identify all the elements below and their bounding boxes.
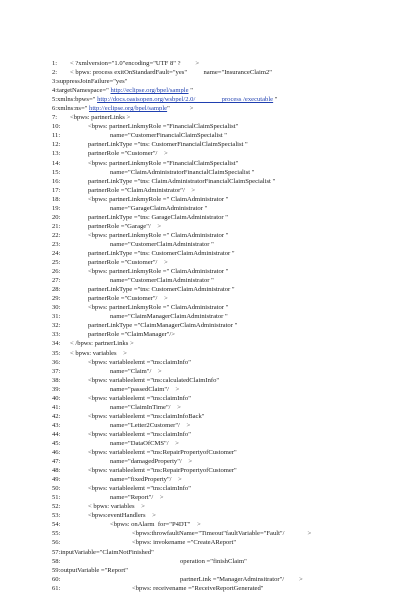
line-number: 50:	[52, 485, 61, 493]
code-segment: name="CustomerClaimAdministrator "	[110, 277, 214, 285]
line-number: 19:	[52, 204, 61, 212]
line-number: 43:	[52, 421, 61, 429]
code-line	[52, 303, 412, 312]
code-text	[110, 493, 163, 502]
code-text	[88, 502, 145, 511]
code-segment: partnerRole ="Customer"/ >	[88, 295, 168, 303]
code-segment: partnerLink ="ManagerAdminsitrator"/ >	[180, 575, 303, 583]
code-segment: name="ClaimAdministratorFinancialClaimSpecialist "	[110, 168, 255, 176]
code-text	[88, 267, 228, 276]
code-segment: name="Report"/ >	[110, 494, 164, 502]
line-number: 58:	[52, 557, 61, 565]
line-number: 11:	[52, 132, 61, 140]
code-text	[88, 430, 191, 439]
code-text	[70, 113, 130, 122]
line-number: 18:	[52, 195, 61, 203]
code-segment: name="GarageClaimAdministrator "	[110, 204, 208, 212]
code-segment: name="passedClaim"/ >	[110, 385, 180, 393]
line-number: 14:	[52, 159, 61, 167]
code-line	[52, 95, 412, 104]
line-number: 49:	[52, 476, 61, 484]
line-number: 60:	[52, 575, 61, 583]
code-segment: 5:xmlns:bpws="	[52, 96, 98, 104]
code-text	[132, 529, 311, 538]
line-number: 22:	[52, 231, 61, 239]
code-segment-tail: "	[188, 87, 193, 95]
code-text	[52, 86, 193, 95]
code-line	[52, 267, 412, 276]
line-number: 30:	[52, 304, 61, 312]
line-number: 31:	[52, 313, 61, 321]
line-number: 40:	[52, 394, 61, 402]
line-number: 54:	[52, 521, 61, 529]
line-number: 16:	[52, 177, 61, 185]
code-segment: < bpws: process exitOnStandardFault="yes" name="InsuranceClaim2"	[70, 69, 272, 77]
code-segment: <bpws: partnerLinkmyRole =" ClaimAdministrator "	[88, 304, 229, 312]
code-text	[88, 186, 195, 195]
code-line	[52, 177, 412, 186]
code-segment: name="fixedProperty"/ >	[110, 476, 182, 484]
code-segment: operation ="finishClaim"	[180, 557, 247, 565]
line-number: 13:	[52, 150, 61, 158]
code-text	[88, 149, 168, 158]
code-segment: <bpws: partnerLinkmyRole =" ClaimAdministrator "	[88, 231, 229, 239]
code-text	[88, 484, 191, 493]
code-text	[88, 285, 235, 294]
code-segment-tail: "	[273, 96, 278, 104]
code-text	[110, 403, 181, 412]
line-number: 10:	[52, 123, 61, 131]
code-text	[70, 339, 134, 348]
code-segment: 4:targetNamespace="	[52, 87, 111, 95]
code-text	[110, 168, 254, 177]
code-segment: <bpws: partnerLinkmyRole =" ClaimAdministrator "	[88, 268, 229, 276]
code-text	[52, 104, 193, 113]
line-number: 21:	[52, 222, 61, 230]
line-number: 44:	[52, 430, 61, 438]
code-line	[52, 584, 412, 593]
code-text	[88, 213, 228, 222]
code-line	[52, 168, 412, 177]
code-text	[88, 195, 228, 204]
line-number: 61:	[52, 584, 61, 592]
line-number: 23:	[52, 240, 61, 248]
code-text	[88, 330, 175, 339]
code-line	[52, 258, 412, 267]
code-text	[52, 77, 127, 86]
code-text	[110, 204, 207, 213]
code-line	[52, 330, 412, 339]
code-text	[110, 385, 179, 394]
line-number: 34:	[52, 340, 61, 348]
line-number: 46:	[52, 449, 61, 457]
code-segment: < bpws: variables >	[70, 349, 127, 357]
code-line	[52, 349, 412, 358]
code-line	[52, 358, 412, 367]
line-number: 51:	[52, 494, 61, 502]
code-text	[88, 177, 275, 186]
code-text	[88, 159, 238, 168]
code-line	[52, 412, 412, 421]
code-segment: <bpws: variableelemt ="tns:RepairPropertyofCustomer"	[88, 467, 237, 475]
code-line	[52, 339, 412, 348]
code-text	[180, 575, 303, 584]
code-line	[52, 113, 412, 122]
code-segment: partnerLinkType ="tns: ClaimAdministratorFinancialClaimSpecialist "	[88, 177, 276, 185]
namespace-link[interactable]: http://docs.oasisopen.org/wsbpel/2.0/ process /executable	[97, 96, 274, 104]
code-text	[110, 240, 214, 249]
code-text	[52, 566, 128, 575]
line-number: 25:	[52, 259, 61, 267]
line-number: 29:	[52, 295, 61, 303]
code-line	[52, 529, 412, 538]
code-segment: <bpws: invokename ="CreateAReport"	[132, 539, 237, 547]
code-segment: <bpws: variableelemt ="tns:claimInfo"	[88, 394, 191, 402]
code-line	[52, 430, 412, 439]
code-text	[88, 140, 248, 149]
code-line	[52, 421, 412, 430]
code-line	[52, 376, 412, 385]
code-segment: <bpws: partnerLinks >	[70, 114, 131, 122]
code-text	[70, 68, 272, 77]
code-line	[52, 548, 412, 557]
code-text	[88, 511, 156, 520]
code-segment: partnerRole ="Garage"/ >	[88, 222, 162, 230]
code-line	[52, 186, 412, 195]
code-segment: <bpws: onAlarm for="P4DT" >	[110, 521, 201, 529]
code-line	[52, 159, 412, 168]
code-text	[110, 475, 182, 484]
line-number: 32:	[52, 322, 61, 330]
code-segment: <bpws: variableelemt ="tns:RepairPropertyofCustomer"	[88, 449, 237, 457]
line-number: 35:	[52, 349, 61, 357]
code-text	[88, 394, 191, 403]
namespace-link[interactable]: http://eclipse.org/bpel/sample	[110, 87, 189, 95]
code-line	[52, 249, 412, 258]
code-text	[110, 520, 201, 529]
line-number: 42:	[52, 412, 61, 420]
code-segment: <bpws: receivename ="ReceiveReportGenerated"	[132, 584, 264, 592]
line-number: 27:	[52, 277, 61, 285]
code-text	[110, 312, 228, 321]
code-text	[110, 457, 192, 466]
code-line	[52, 86, 412, 95]
code-text	[70, 59, 199, 68]
code-line	[52, 68, 412, 77]
line-number: 41:	[52, 403, 61, 411]
code-line	[52, 204, 412, 213]
code-segment: 59:outputVariable ="Report"	[52, 566, 128, 574]
code-segment: < bpws: variables >	[88, 503, 145, 511]
code-text	[132, 538, 236, 547]
code-text	[88, 294, 168, 303]
line-number: 12:	[52, 141, 61, 149]
code-segment: 6:xmlns:ns="	[52, 105, 90, 113]
code-segment: <bpws: variableelemt ="tns:calculatedClaimInfo"	[88, 376, 220, 384]
code-segment: name="ClaimInTime"/ >	[110, 403, 181, 411]
code-segment: partnerRole ="ClaimAdministrator"/ >	[88, 186, 196, 194]
code-segment: partnerRole ="Customer"/ >	[88, 259, 168, 267]
code-line	[52, 77, 412, 86]
code-line	[52, 466, 412, 475]
line-number: 53:	[52, 512, 61, 520]
code-text	[88, 231, 228, 240]
line-number: 56:	[52, 539, 61, 547]
code-line	[52, 122, 412, 131]
code-segment: <bpws: variableelemt ="tns:claimInfoBack"	[88, 412, 205, 420]
line-number: 39:	[52, 385, 61, 393]
code-segment: 57:inputVariable="ClaimNotFinished"	[52, 548, 154, 556]
code-segment: partnerLinkType ="tns: CustomerClaimAdministrator "	[88, 286, 235, 294]
line-number: 33:	[52, 331, 61, 339]
line-number: 15:	[52, 168, 61, 176]
code-line	[52, 321, 412, 330]
code-line	[52, 149, 412, 158]
code-line	[52, 493, 412, 502]
line-number: 2:	[52, 69, 58, 77]
code-line	[52, 575, 412, 584]
code-line	[52, 394, 412, 403]
code-segment: name="CustomerFinancialClaimSpecialist "	[110, 132, 227, 140]
namespace-link[interactable]: http://eclipse.org/bpel/sample	[89, 105, 168, 113]
code-line	[52, 276, 412, 285]
line-number: 52:	[52, 503, 61, 511]
line-number: 28:	[52, 286, 61, 294]
code-segment: < ?xmlversion="1.0"encoding="UTF 8" ? >	[70, 60, 200, 67]
code-line	[52, 566, 412, 575]
code-line	[52, 439, 412, 448]
code-text	[88, 249, 235, 258]
line-number: 17:	[52, 186, 61, 194]
code-segment: partnerRole ="Customer"/ >	[88, 150, 168, 158]
code-line	[52, 231, 412, 240]
code-text	[70, 349, 127, 358]
code-segment: <bpws: variableelemt ="tns:claimInfo"	[88, 485, 191, 493]
code-line	[52, 448, 412, 457]
code-segment: partnerLinkType ="tns: CustomerFinancialClaimSpecialist "	[88, 141, 248, 149]
code-line	[52, 195, 412, 204]
code-text	[52, 95, 277, 104]
line-number: 36:	[52, 358, 61, 366]
code-text	[88, 258, 168, 267]
code-text	[88, 376, 219, 385]
code-segment: name="Letter2Customer"/ >	[110, 421, 191, 429]
code-text	[88, 122, 238, 131]
code-segment: partnerLinkType ="tns: CustomerClaimAdministrator "	[88, 249, 235, 257]
code-segment: partnerLinkType ="tns: GarageClaimAdministrator "	[88, 213, 228, 221]
code-segment: name="DataOfCMS"/ >	[110, 439, 179, 447]
code-line	[52, 475, 412, 484]
line-number: 7:	[52, 114, 58, 122]
line-number: 20:	[52, 213, 61, 221]
code-line	[52, 140, 412, 149]
code-line	[52, 213, 412, 222]
code-line	[52, 285, 412, 294]
code-segment-tail: " >	[167, 105, 194, 113]
code-line	[52, 222, 412, 231]
code-line	[52, 240, 412, 249]
code-line	[52, 457, 412, 466]
code-line	[52, 131, 412, 140]
code-text	[110, 421, 190, 430]
line-number: 26:	[52, 268, 61, 276]
line-number: 48:	[52, 467, 61, 475]
code-text	[132, 584, 263, 593]
code-line	[52, 312, 412, 321]
code-line	[52, 104, 412, 113]
code-text	[88, 412, 204, 421]
code-text	[110, 367, 162, 376]
code-text	[88, 448, 237, 457]
code-segment: name="ClaimManagerClaimAdministrator "	[110, 313, 228, 321]
code-line	[52, 59, 412, 68]
code-segment: <bpws: variableelemt ="tns:claimInfo"	[88, 358, 191, 366]
code-segment: partnerLinkType ="ClaimManagerClaimAdministrator "	[88, 322, 238, 330]
code-line	[52, 403, 412, 412]
code-segment: < /bpws: partnerLinks >	[70, 340, 134, 348]
line-number: 1:	[52, 60, 58, 67]
code-line	[52, 538, 412, 547]
code-line	[52, 484, 412, 493]
code-text	[110, 131, 227, 140]
code-listing	[52, 59, 412, 593]
line-number: 47:	[52, 458, 61, 466]
code-segment: name="CustomerClaimAdministrator "	[110, 240, 214, 248]
line-number: 45:	[52, 439, 61, 447]
code-text	[88, 358, 191, 367]
code-segment: <bpws: partnerLinkmyRole ="FinancialClaimSpecialist"	[88, 159, 239, 167]
code-segment: 3:suppressJoinFailure="yes"	[52, 78, 128, 86]
code-segment: <bpws: variableelemt ="tns:claimInfo"	[88, 430, 191, 438]
code-line	[52, 502, 412, 511]
code-segment: partnerRole ="ClaimManager"/>	[88, 331, 175, 339]
code-line	[52, 367, 412, 376]
code-text	[180, 557, 247, 566]
code-text	[88, 321, 237, 330]
code-text	[110, 439, 179, 448]
code-text	[88, 466, 237, 475]
code-segment: <bpws: partnerLinkmyRole =" ClaimAdministrator "	[88, 195, 229, 203]
code-line	[52, 557, 412, 566]
code-segment: <bpws: partnerLinkmyRole ="FinancialClaimSpecialist"	[88, 123, 239, 131]
code-line	[52, 520, 412, 529]
code-segment: name="damagedProperty"/ >	[110, 458, 193, 466]
code-text	[88, 303, 228, 312]
code-segment: <bpws:throwfaultName="Timeout"faultVariable="Fault"/ >	[132, 530, 312, 538]
code-line	[52, 385, 412, 394]
code-segment: name="Claim"/ >	[110, 367, 162, 375]
code-line	[52, 511, 412, 520]
code-segment: <bpws:eventHandlers >	[88, 512, 156, 520]
code-text	[110, 276, 214, 285]
line-number: 37:	[52, 367, 61, 375]
code-text	[88, 222, 161, 231]
line-number: 55:	[52, 530, 61, 538]
line-number: 24:	[52, 249, 61, 257]
line-number: 38:	[52, 376, 61, 384]
code-line	[52, 294, 412, 303]
code-text	[52, 548, 154, 557]
